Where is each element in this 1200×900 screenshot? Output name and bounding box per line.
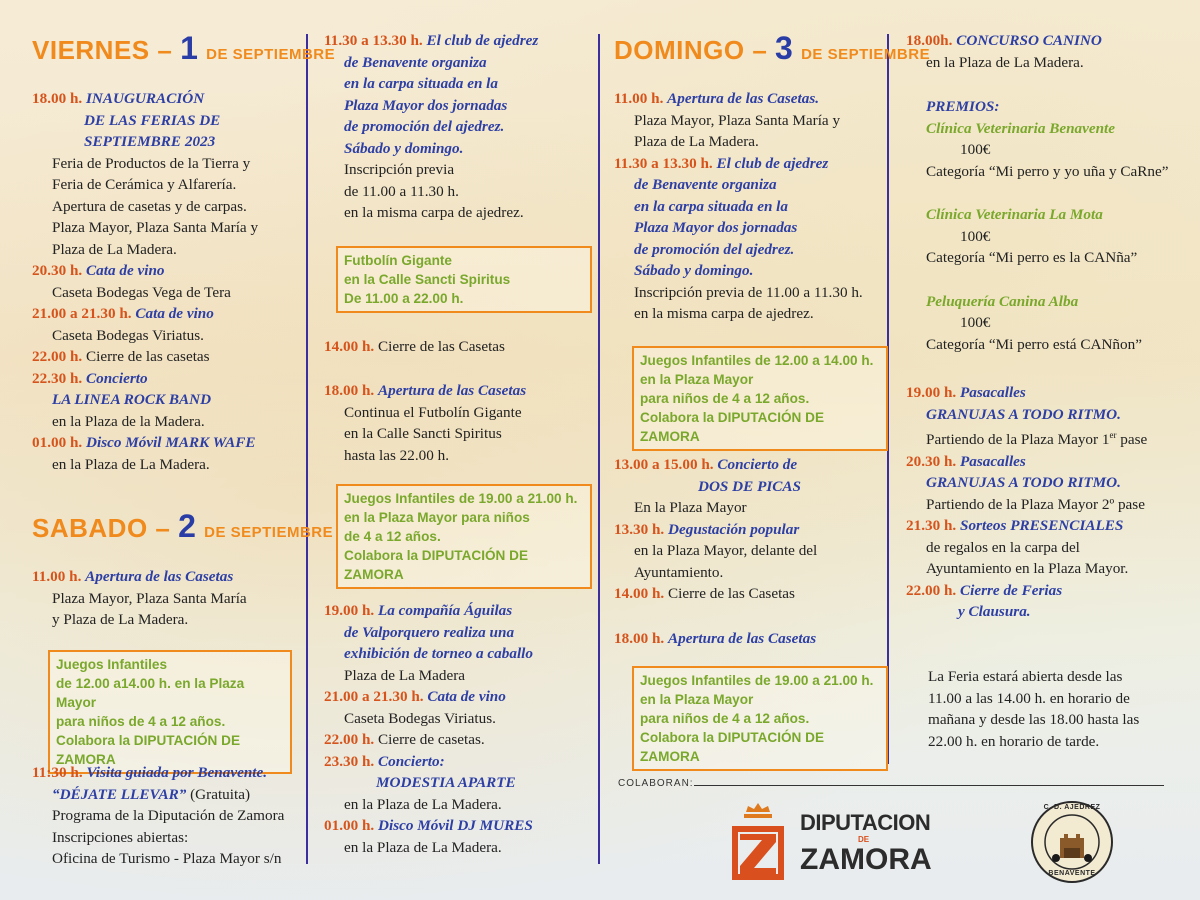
box-line: en la Plaza Mayor (640, 692, 754, 707)
event-title: Cierre de Ferias (960, 581, 1063, 599)
event-title: de promoción del ajedrez. (634, 240, 795, 258)
box-line: de 12.00 a14.00 h. en la Plaza Mayor (56, 676, 245, 710)
event-text: hasta las 22.00 h. (344, 446, 450, 464)
event-title: DOS DE PICAS (698, 477, 801, 495)
juegos-infantiles-box (48, 650, 292, 774)
event-title: de Benavente organiza (344, 53, 487, 71)
event-title: de promoción del ajedrez. (344, 118, 505, 135)
prize-amount: 100€ (960, 314, 991, 331)
event-text: Feria de Productos de la Tierra y (52, 154, 251, 172)
event-title: Plaza Mayor dos jornadas (634, 219, 798, 236)
event-title: MODESTIA APARTE (376, 774, 516, 791)
event-time: 11.00 h. (32, 568, 82, 585)
event-title: Degustación popular (668, 520, 800, 538)
event-text: Partiendo de la Plaza Mayor 1 (926, 431, 1110, 449)
event-time: 11.00 h. (614, 90, 664, 107)
event-text: en la Calle Sancti Spiritus (344, 425, 502, 442)
prize-sponsor: Clínica Veterinaria La Mota (926, 206, 1103, 223)
event-title: de Benavente organiza (634, 176, 777, 193)
box-line: De 11.00 a 22.00 h. (344, 291, 464, 306)
box-line: para niños de 4 a 12 años. (56, 714, 226, 729)
box-line: para niños de 4 a 12 años. (640, 711, 810, 726)
event-text: Cierre de las Casetas (378, 338, 505, 355)
event-title: Pasacalles (960, 452, 1026, 470)
event-time: 18.00 h. (324, 382, 375, 399)
event-text: Inscripción previa de 11.00 a 11.30 h. (634, 283, 863, 301)
event-text: Partiendo de la Plaza Mayor 2º pase (926, 495, 1145, 513)
domingo-mediodia (614, 454, 884, 605)
prize-sponsor: Peluquería Canina Alba (926, 292, 1079, 310)
box-line: Colabora la DIPUTACIÓN DE ZAMORA (640, 730, 825, 764)
event-text: Plaza Mayor, Plaza Santa María y (634, 111, 841, 129)
domingo-noche (906, 382, 1200, 623)
event-title: Apertura de las Casetas (85, 568, 234, 585)
event-time: 22.30 h. (32, 369, 83, 387)
prize-category: Categoría “Mi perro está CANñon” (926, 335, 1142, 353)
event-time: 23.30 h. (324, 752, 375, 770)
prize-amount: 100€ (960, 141, 991, 158)
concurso-canino (906, 30, 1196, 73)
event-title: Sábado y domingo. (344, 139, 464, 157)
event-time: 01.00 h. (32, 434, 83, 451)
event-text: en la Plaza de la Madera. (52, 412, 205, 430)
event-time: 22.00 h. (324, 731, 375, 748)
event-time: 21.00 a 21.30 h. (324, 688, 424, 705)
event-text: Oficina de Turismo - Plaza Mayor s/n (52, 850, 282, 867)
event-title: de Valporquero realiza una (344, 623, 515, 641)
event-time: 14.00 h. (614, 585, 665, 602)
day-number: 1 (180, 30, 199, 66)
month-label: DE SEPTIEMBRE (801, 46, 931, 63)
event-title: y Clausura. (958, 603, 1031, 621)
event-title: INAUGURACIÓN (86, 90, 205, 107)
event-title: “DÉJATE LLEVAR” (52, 785, 187, 803)
event-text: en la Plaza Mayor, delante del (634, 542, 818, 559)
month-label: DE SEPTIEMBRE (204, 524, 334, 541)
event-time: 13.00 a 15.00 h. (614, 456, 714, 473)
domingo-schedule (614, 88, 884, 325)
event-title: DE LAS FERIAS DE (84, 111, 221, 129)
box-line: en la Calle Sancti Spiritus (344, 272, 511, 287)
event-title: Apertura de las Casetas (668, 630, 817, 647)
horario-note (928, 666, 1198, 752)
event-time: 22.00 h. (906, 581, 957, 599)
sabado-noche (324, 600, 599, 858)
event-title: en la carpa situada en la (634, 197, 788, 215)
event-text: en la Plaza de La Madera. (52, 455, 210, 473)
box-line: Juegos Infantiles de 19.00 a 21.00 h. (344, 491, 578, 506)
colaboran-rule (694, 785, 1164, 786)
event-text: y Plaza de La Madera. (52, 611, 189, 628)
event-text: en la Plaza de La Madera. (926, 53, 1084, 71)
event-time: 20.30 h. (32, 262, 83, 279)
event-title: CONCURSO CANINO (956, 32, 1102, 49)
diputacion-wordmark (800, 810, 932, 876)
event-text: de regalos en la carpa del (926, 538, 1080, 556)
box-line: Colabora la DIPUTACIÓN DE ZAMORA (344, 548, 529, 582)
event-title: Apertura de las Casetas. (667, 90, 820, 107)
event-text: Cierre de las Casetas (668, 585, 795, 602)
day-name: VIERNES (32, 35, 150, 65)
event-text: (Gratuita) (190, 785, 250, 803)
event-text: en la misma carpa de ajedrez. (344, 204, 524, 221)
event-title: Apertura de las Casetas (378, 382, 527, 399)
box-line: Juegos Infantiles (56, 657, 168, 672)
box-line: Futbolín Gigante (344, 253, 452, 268)
event-text: de 11.00 a 11.30 h. (344, 182, 459, 200)
diputacion-text: DIPUTACION (800, 810, 931, 835)
futbolin-box (336, 246, 592, 313)
note-line: 22.00 h. en horario de tarde. (928, 732, 1100, 750)
event-text: Caseta Bodegas Viriatus. (52, 326, 204, 344)
sabado-cierre (324, 336, 505, 358)
event-text: Caseta Bodegas Vega de Tera (52, 283, 231, 301)
event-text: Plaza Mayor, Plaza Santa María y (52, 219, 259, 236)
event-title: La compañía Águilas (378, 602, 513, 619)
ordinal-suffix: er (1109, 430, 1117, 440)
event-time: 18.00 h. (32, 90, 83, 107)
event-time: 22.00 h. (32, 348, 83, 365)
club-name-text: C. D. AJEDREZ (1043, 804, 1101, 811)
event-title: SEPTIEMBRE 2023 (84, 133, 216, 150)
event-title: Cata de vino (135, 305, 214, 322)
event-text: Caseta Bodegas Viriatus. (344, 709, 496, 727)
prize-sponsor: Clínica Veterinaria Benavente (926, 119, 1116, 137)
box-line: para niños de 4 a 12 años. (640, 391, 810, 406)
event-time: 21.30 h. (906, 517, 957, 535)
viernes-heading: VIERNES – 1 DE SEPTIEMBRE (32, 30, 336, 66)
event-time: 11.30 a 13.30 h. (614, 154, 713, 172)
event-title: Concierto de (717, 456, 798, 473)
event-time: 14.00 h. (324, 338, 375, 355)
box-line: Juegos Infantiles de 19.00 a 21.00 h. (640, 673, 874, 688)
sabado-apertura-tarde (324, 380, 594, 466)
event-text: En la Plaza Mayor (634, 499, 747, 516)
zamora-text: ZAMORA (800, 843, 932, 876)
event-title: GRANUJAS A TODO RITMO. (926, 474, 1121, 492)
box-line: en la Plaza Mayor para niños (344, 510, 530, 525)
event-time: 18.00 h. (614, 630, 665, 647)
juegos-infantiles-box (336, 484, 592, 589)
event-title: Disco Móvil MARK WAFE (86, 434, 256, 451)
domingo-heading: DOMINGO – 3 DE SEPTIEMBRE (614, 30, 931, 66)
event-text: Ayuntamiento. (634, 563, 724, 581)
event-text: Plaza de La Madera (344, 666, 466, 684)
prize-category: Categoría “Mi perro y yo uña y CaRne” (926, 162, 1169, 180)
event-text: Plaza de La Madera. (52, 240, 177, 258)
prize-category: Categoría “Mi perro es la CANña” (926, 249, 1138, 266)
event-text: en la misma carpa de ajedrez. (634, 305, 814, 322)
prize-amount: 100€ (960, 227, 991, 245)
event-time: 18.00h. (906, 32, 953, 49)
event-title: GRANUJAS A TODO RITMO. (926, 405, 1121, 423)
box-line: de 4 a 12 años. (344, 529, 441, 544)
event-time: 01.00 h. (324, 817, 375, 834)
sabado-schedule (32, 566, 307, 631)
event-title: Plaza Mayor dos jornadas (344, 96, 508, 114)
event-title: Disco Móvil DJ MURES (378, 817, 533, 834)
event-text: Inscripción previa (344, 161, 455, 178)
event-title: Concierto: (378, 752, 445, 770)
diputacion-emblem-icon (726, 800, 790, 882)
sabado-ajedrez (324, 30, 594, 224)
event-title: Concierto (86, 369, 148, 387)
diputacion-zamora-logo (726, 800, 956, 882)
premios-heading: PREMIOS: (926, 98, 1000, 115)
day-number: 2 (178, 508, 197, 544)
month-label: DE SEPTIEMBRE (206, 46, 336, 63)
event-title: El club de ajedrez (426, 32, 539, 49)
note-line: mañana y desde las 18.00 hasta las (928, 711, 1140, 728)
event-time: 19.00 h. (324, 602, 375, 619)
viernes-schedule (32, 88, 307, 475)
sabado-heading: SABADO – 2 DE SEPTIEMBRE (32, 508, 334, 544)
diputacion-de-text: DE (858, 835, 870, 844)
domingo-apertura-tarde (614, 628, 816, 650)
event-title: El club de ajedrez (716, 154, 829, 172)
box-line: Juegos Infantiles de 12.00 a 14.00 h. (640, 353, 874, 368)
event-time: 11:30 h. (32, 764, 83, 781)
day-number: 3 (775, 30, 794, 66)
club-city-text: BENAVENTE (1048, 870, 1096, 877)
colaboran-label: COLABORAN: (618, 778, 694, 789)
event-time: 21.00 a 21.30 h. (32, 305, 132, 322)
event-text: en la Plaza de La Madera. (344, 838, 502, 856)
day-name: DOMINGO (614, 35, 745, 65)
event-text: Cierre de las casetas (86, 348, 210, 365)
event-title: Pasacalles (960, 384, 1026, 401)
event-title: LA LINEA ROCK BAND (52, 391, 212, 408)
event-title: Sábado y domingo. (634, 262, 754, 279)
event-title: Cata de vino (427, 688, 506, 705)
note-line: 11.00 a las 14.00 h. en horario de (928, 689, 1130, 707)
event-text: Ayuntamiento en la Plaza Mayor. (926, 560, 1129, 578)
event-title: exhibición de torneo a caballo (344, 645, 533, 662)
premios (926, 96, 1196, 355)
event-text: Feria de Cerámica y Alfarería. (52, 176, 237, 193)
day-name: SABADO (32, 513, 148, 543)
box-line: Colabora la DIPUTACIÓN DE ZAMORA (56, 733, 241, 767)
event-text: pase (1116, 431, 1148, 449)
event-title: Sorteos PRESENCIALES (960, 517, 1124, 535)
event-time: 13.30 h. (614, 520, 665, 538)
juegos-infantiles-box (632, 666, 888, 771)
event-time: 11.30 a 13.30 h. (324, 32, 423, 49)
event-text: Cierre de casetas. (378, 731, 485, 748)
juegos-infantiles-box (632, 346, 888, 451)
event-text: en la Plaza de La Madera. (344, 795, 502, 813)
sabado-visita (32, 762, 307, 870)
box-line: en la Plaza Mayor (640, 372, 754, 387)
box-line: Colabora la DIPUTACIÓN DE ZAMORA (640, 410, 825, 444)
event-time: 19.00 h. (906, 384, 957, 401)
event-text: Inscripciones abiertas: (52, 828, 189, 846)
note-line: La Feria estará abierta desde las (928, 668, 1123, 685)
event-text: Plaza de La Madera. (634, 133, 759, 150)
event-text: Apertura de casetas y de carpas. (52, 197, 247, 215)
event-text: Plaza Mayor, Plaza Santa María (52, 589, 247, 607)
event-title: en la carpa situada en la (344, 75, 498, 92)
event-title: Cata de vino (86, 262, 165, 279)
event-text: Programa de la Diputación de Zamora (52, 807, 285, 824)
event-text: Continua el Futbolín Gigante (344, 403, 522, 421)
event-title: Visita guiada por Benavente. (86, 764, 268, 781)
event-time: 20.30 h. (906, 452, 957, 470)
club-ajedrez-logo (1030, 800, 1114, 884)
